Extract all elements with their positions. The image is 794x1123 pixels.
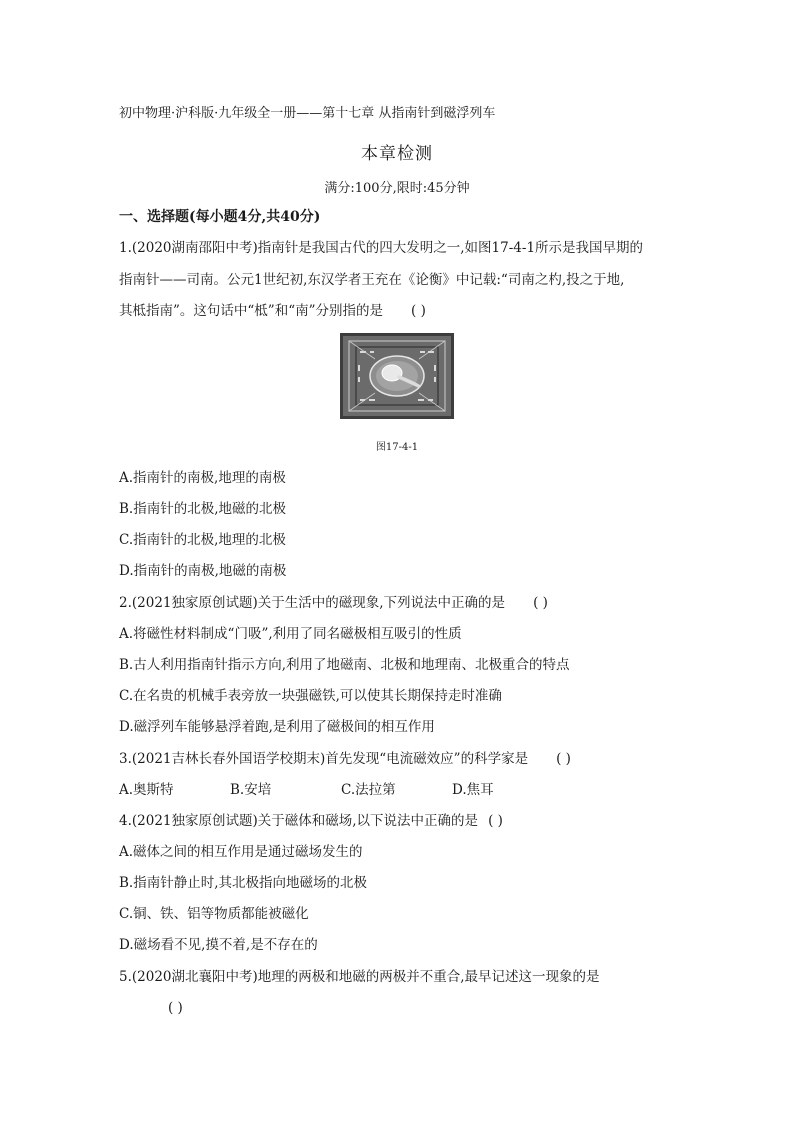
q2-stem (119, 593, 548, 613)
section-heading: 一、选择题(每小题4分,共40分) (119, 209, 321, 225)
q1-stem-line1: 1.(2020湖南邵阳中考)指南针是我国古代的四大发明之一,如图17-4-1所示是我国早期的 (119, 240, 644, 256)
q3-option-d: D.焦耳 (452, 782, 494, 798)
exam-meta: 满分:100分,限时:45分钟 (324, 181, 470, 196)
answer-bracket: ( ) (533, 595, 548, 611)
q2-option-b: B.古人利用指南针指示方向,利用了地磁南、北极和地理南、北极重合的特点 (119, 657, 570, 673)
q3-option-b: B.安培 (230, 782, 272, 798)
q4-stem-text: 4.(2021独家原创试题)关于磁体和磁场,以下说法中正确的是 (119, 813, 479, 829)
q3-stem (119, 749, 571, 769)
q1-option-b: B.指南针的北极,地磁的北极 (119, 501, 287, 517)
q3-options (119, 780, 494, 800)
figure-caption: 图17-4-1 (375, 442, 419, 453)
q2-option-d: D.磁浮列车能够悬浮着跑,是利用了磁极间的相互作用 (119, 719, 435, 735)
q3-stem-text: 3.(2021吉林长春外国语学校期末)首先发现“电流磁效应”的科学家是 (119, 751, 529, 767)
q4-stem (119, 811, 503, 831)
q2-option-c: C.在名贵的机械手表旁放一块强磁铁,可以使其长期保持走时准确 (119, 688, 502, 704)
answer-bracket: ( ) (168, 1000, 183, 1016)
answer-bracket: ( ) (488, 813, 503, 829)
sinan-compass-figure (340, 333, 454, 419)
q2-option-a: A.将磁性材料制成“门吸”,利用了同名磁极相互吸引的性质 (119, 626, 462, 642)
answer-bracket: ( ) (556, 751, 571, 767)
q1-stem-line3 (119, 301, 426, 321)
q1-option-d: D.指南针的南极,地磁的南极 (119, 563, 287, 579)
q4-option-a: A.磁体之间的相互作用是通过磁场发生的 (119, 844, 363, 860)
q5-stem: 5.(2020湖北襄阳中考)地理的两极和地磁的两极并不重合,最早记述这一现象的是 (119, 969, 600, 985)
page-title: 本章检测 (361, 144, 433, 164)
q4-option-d: D.磁场看不见,摸不着,是不存在的 (119, 937, 318, 953)
q1-stem-line2: 指南针——司南。公元1世纪初,东汉学者王充在《论衡》中记载:“司南之杓,投之于地, (119, 272, 625, 288)
q1-stem-text: 其柢指南”。这句话中“柢”和“南”分别指的是 (119, 303, 384, 319)
answer-bracket: ( ) (411, 303, 426, 319)
q3-option-a: A.奥斯特 (119, 782, 174, 798)
q1-option-c: C.指南针的北极,地理的北极 (119, 532, 286, 548)
page-header: 初中物理·沪科版·九年级全一册——第十七章 从指南针到磁浮列车 (119, 106, 496, 121)
q1-option-a: A.指南针的南极,地理的南极 (119, 470, 286, 486)
q4-option-b: B.指南针静止时,其北极指向地磁场的北极 (119, 875, 368, 891)
q4-option-c: C.铜、铁、铝等物质都能被磁化 (119, 906, 309, 922)
q2-stem-text: 2.(2021独家原创试题)关于生活中的磁现象,下列说法中正确的是 (119, 595, 506, 611)
q3-option-c: C.法拉第 (341, 782, 396, 798)
